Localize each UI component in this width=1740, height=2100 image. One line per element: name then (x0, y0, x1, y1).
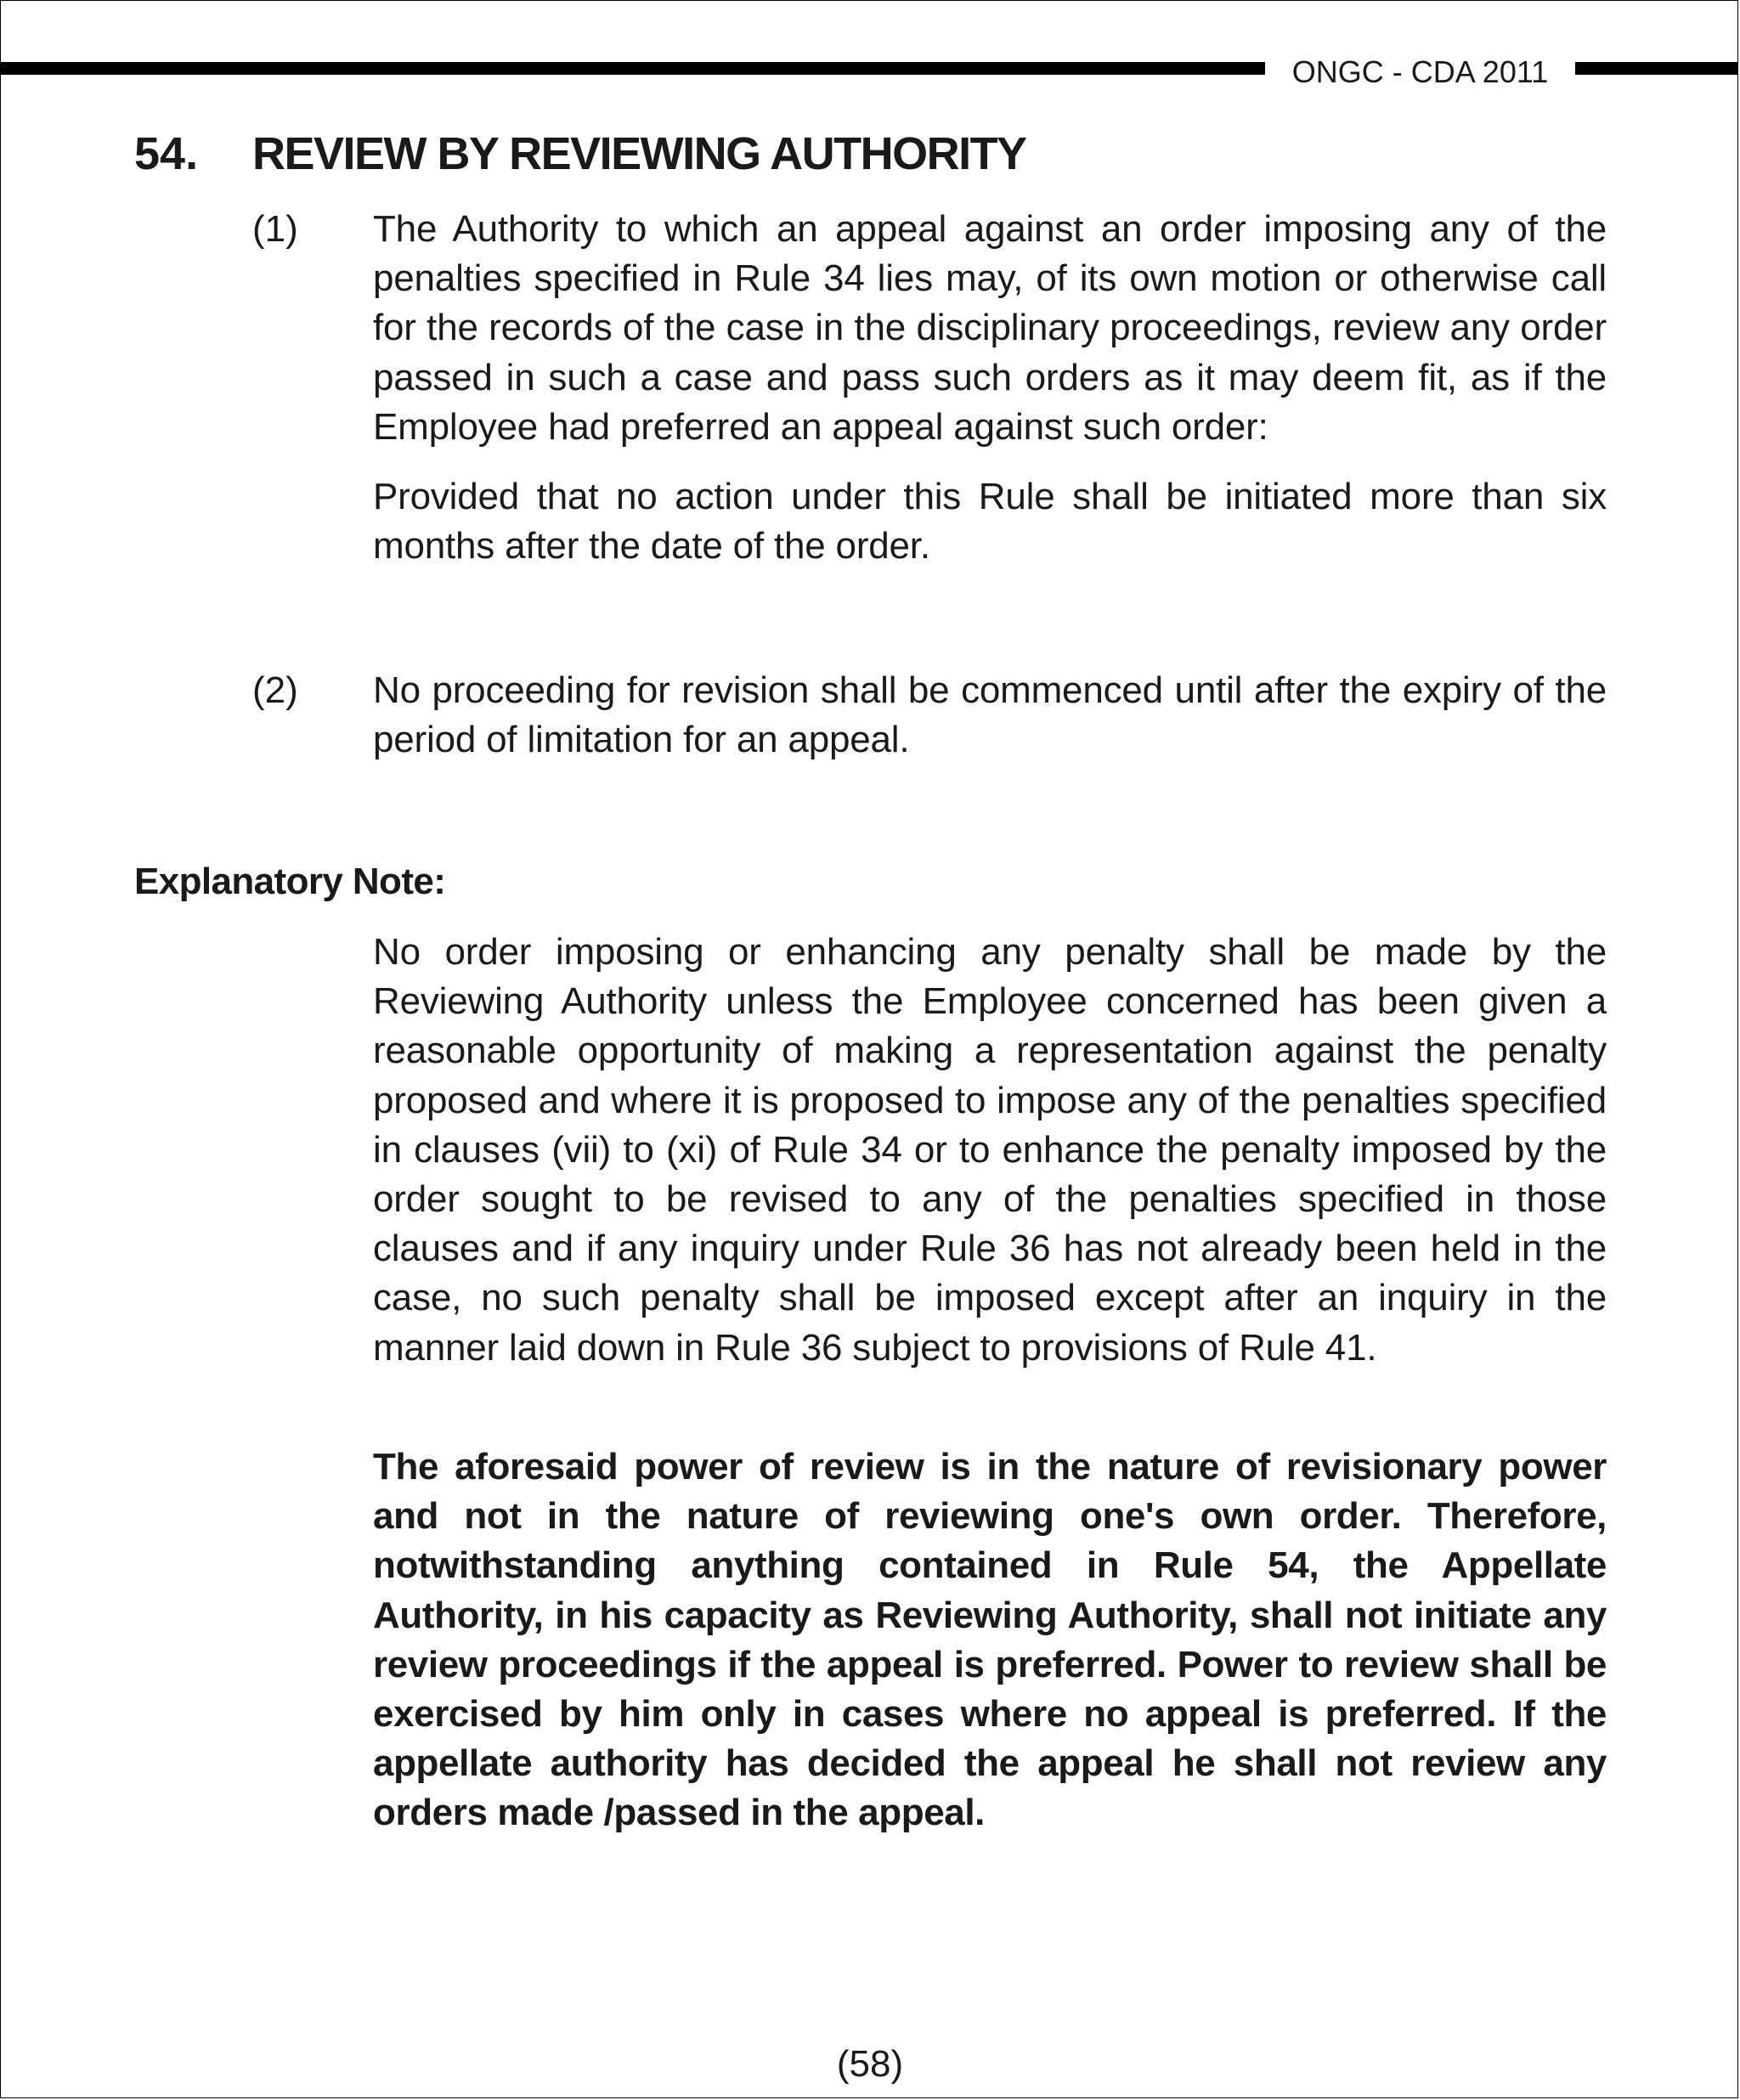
clause-text-2: No proceeding for revision shall be commenced until after the expiry of the period of limitation for an appeal. (373, 669, 1607, 761)
header-rule-right (1575, 62, 1738, 75)
explanatory-note-paragraph-1: No order imposing or enhancing any penalty shall be made by the Reviewing Authority unless the Employee concerned has been given a reasonable opportunity of making a representation against the penalty proposed and where it is proposed to impose any of the penalties specified in clauses (vii) to (xi) of Rule 34 or to enhance the penalty imposed by the order sought to be revised to any of the penalties specified in those clauses and if any inquiry under Rule 36 has not already been held in the case, no such penalty shall be imposed except after an inquiry in the manner laid down in Rule 36 subject to provisions of Rule 41. (373, 931, 1607, 1369)
clause-text-1: The Authority to which an appeal against an order imposing any of the penalties specified in Rule 34 lies may, of its own motion or otherwise call for the records of the case in the disciplinary proceedings, review any order passed in such a case and pass such orders as it may deem fit, as if the Employee had preferred an appeal against such order: (373, 208, 1607, 448)
clause-number-1: (1) (252, 208, 298, 250)
section-number: 54. (134, 128, 199, 179)
header-rule-left (1, 62, 1265, 75)
section-title: REVIEW BY REVIEWING AUTHORITY (252, 128, 1026, 179)
explanatory-note-heading: Explanatory Note: (134, 861, 446, 902)
clause-number-2: (2) (252, 669, 298, 711)
running-head: ONGC - CDA 2011 (1291, 54, 1549, 89)
page-number: (58) (836, 2043, 904, 2085)
clause-proviso-1: Provided that no action under this Rule shall be initiated more than six months after the date of the order. (373, 476, 1607, 567)
explanatory-note-paragraph-2: The aforesaid power of review is in the nature of revisionary power and not in the nature of reviewing one's own order. Therefore, notwithstanding anything contained in Rule 54, the Appellate Authority, in his capacity as Reviewing Authority, shall not initiate any review proceedings if the appeal is preferred. Power to review shall be exercised by him only in cases where no appeal is preferred. If the appellate authority has decided the appeal he shall not review any orders made /passed in the appeal. (373, 1446, 1607, 1834)
